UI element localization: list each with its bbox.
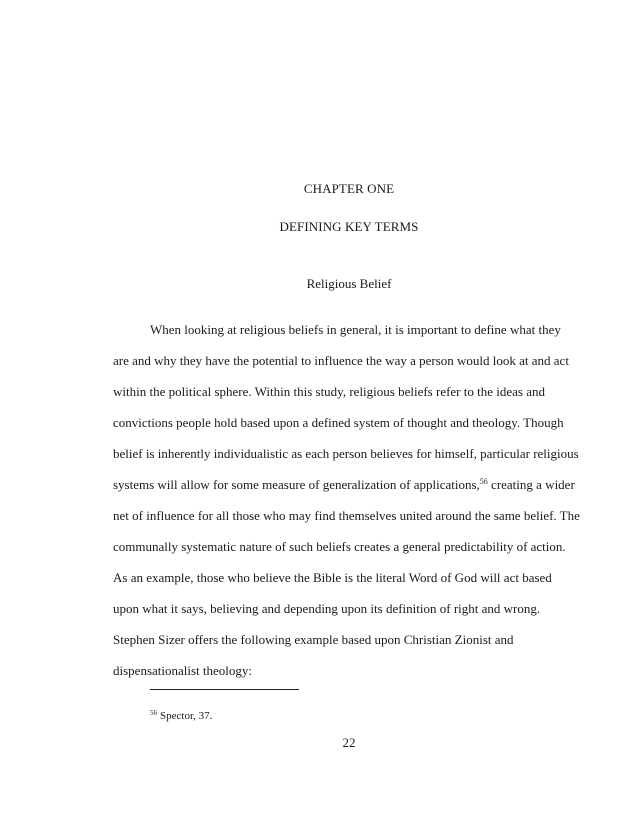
paragraph-line: When looking at religious beliefs in general, it is important to define what they xyxy=(150,322,561,337)
body-paragraph xyxy=(113,314,580,686)
paragraph-line: belief is inherently individualistic as each person believes for himself, particular religious xyxy=(113,446,579,461)
paragraph-line: within the political sphere. Within this study, religious beliefs refer to the ideas and xyxy=(113,384,545,399)
paragraph-line-text-after-ref: creating a wider xyxy=(487,477,575,492)
paragraph-line-text: systems will allow for some measure of generalization of applications, xyxy=(113,477,480,492)
paragraph-line-with-footnote xyxy=(113,469,575,500)
footnote-reference[interactable]: 56 xyxy=(479,477,488,486)
footnote-separator xyxy=(150,689,299,690)
paragraph-line: As an example, those who believe the Bible is the literal Word of God will act based xyxy=(113,570,552,585)
paragraph-line: are and why they have the potential to influence the way a person would look at and act xyxy=(113,353,569,368)
footnote-text: Spector, 37. xyxy=(160,710,213,722)
paragraph-line: Stephen Sizer offers the following example based upon Christian Zionist and xyxy=(113,632,514,647)
paragraph-line: convictions people hold based upon a defined system of thought and theology. Though xyxy=(113,415,564,430)
paragraph-line: communally systematic nature of such beliefs creates a general predictability of action. xyxy=(113,539,566,554)
paragraph-line: net of influence for all those who may find themselves united around the same belief. The xyxy=(113,508,580,523)
chapter-number: CHAPTER ONE xyxy=(303,181,395,196)
footnote xyxy=(150,710,212,722)
paragraph-line: upon what it says, believing and depending upon its definition of right and wrong. xyxy=(113,601,541,616)
chapter-title: DEFINING KEY TERMS xyxy=(279,219,419,234)
page-number: 22 xyxy=(342,735,356,750)
paragraph-line: dispensationalist theology: xyxy=(113,663,253,678)
footnote-number: 56 xyxy=(150,709,157,717)
section-heading: Religious Belief xyxy=(306,276,392,291)
